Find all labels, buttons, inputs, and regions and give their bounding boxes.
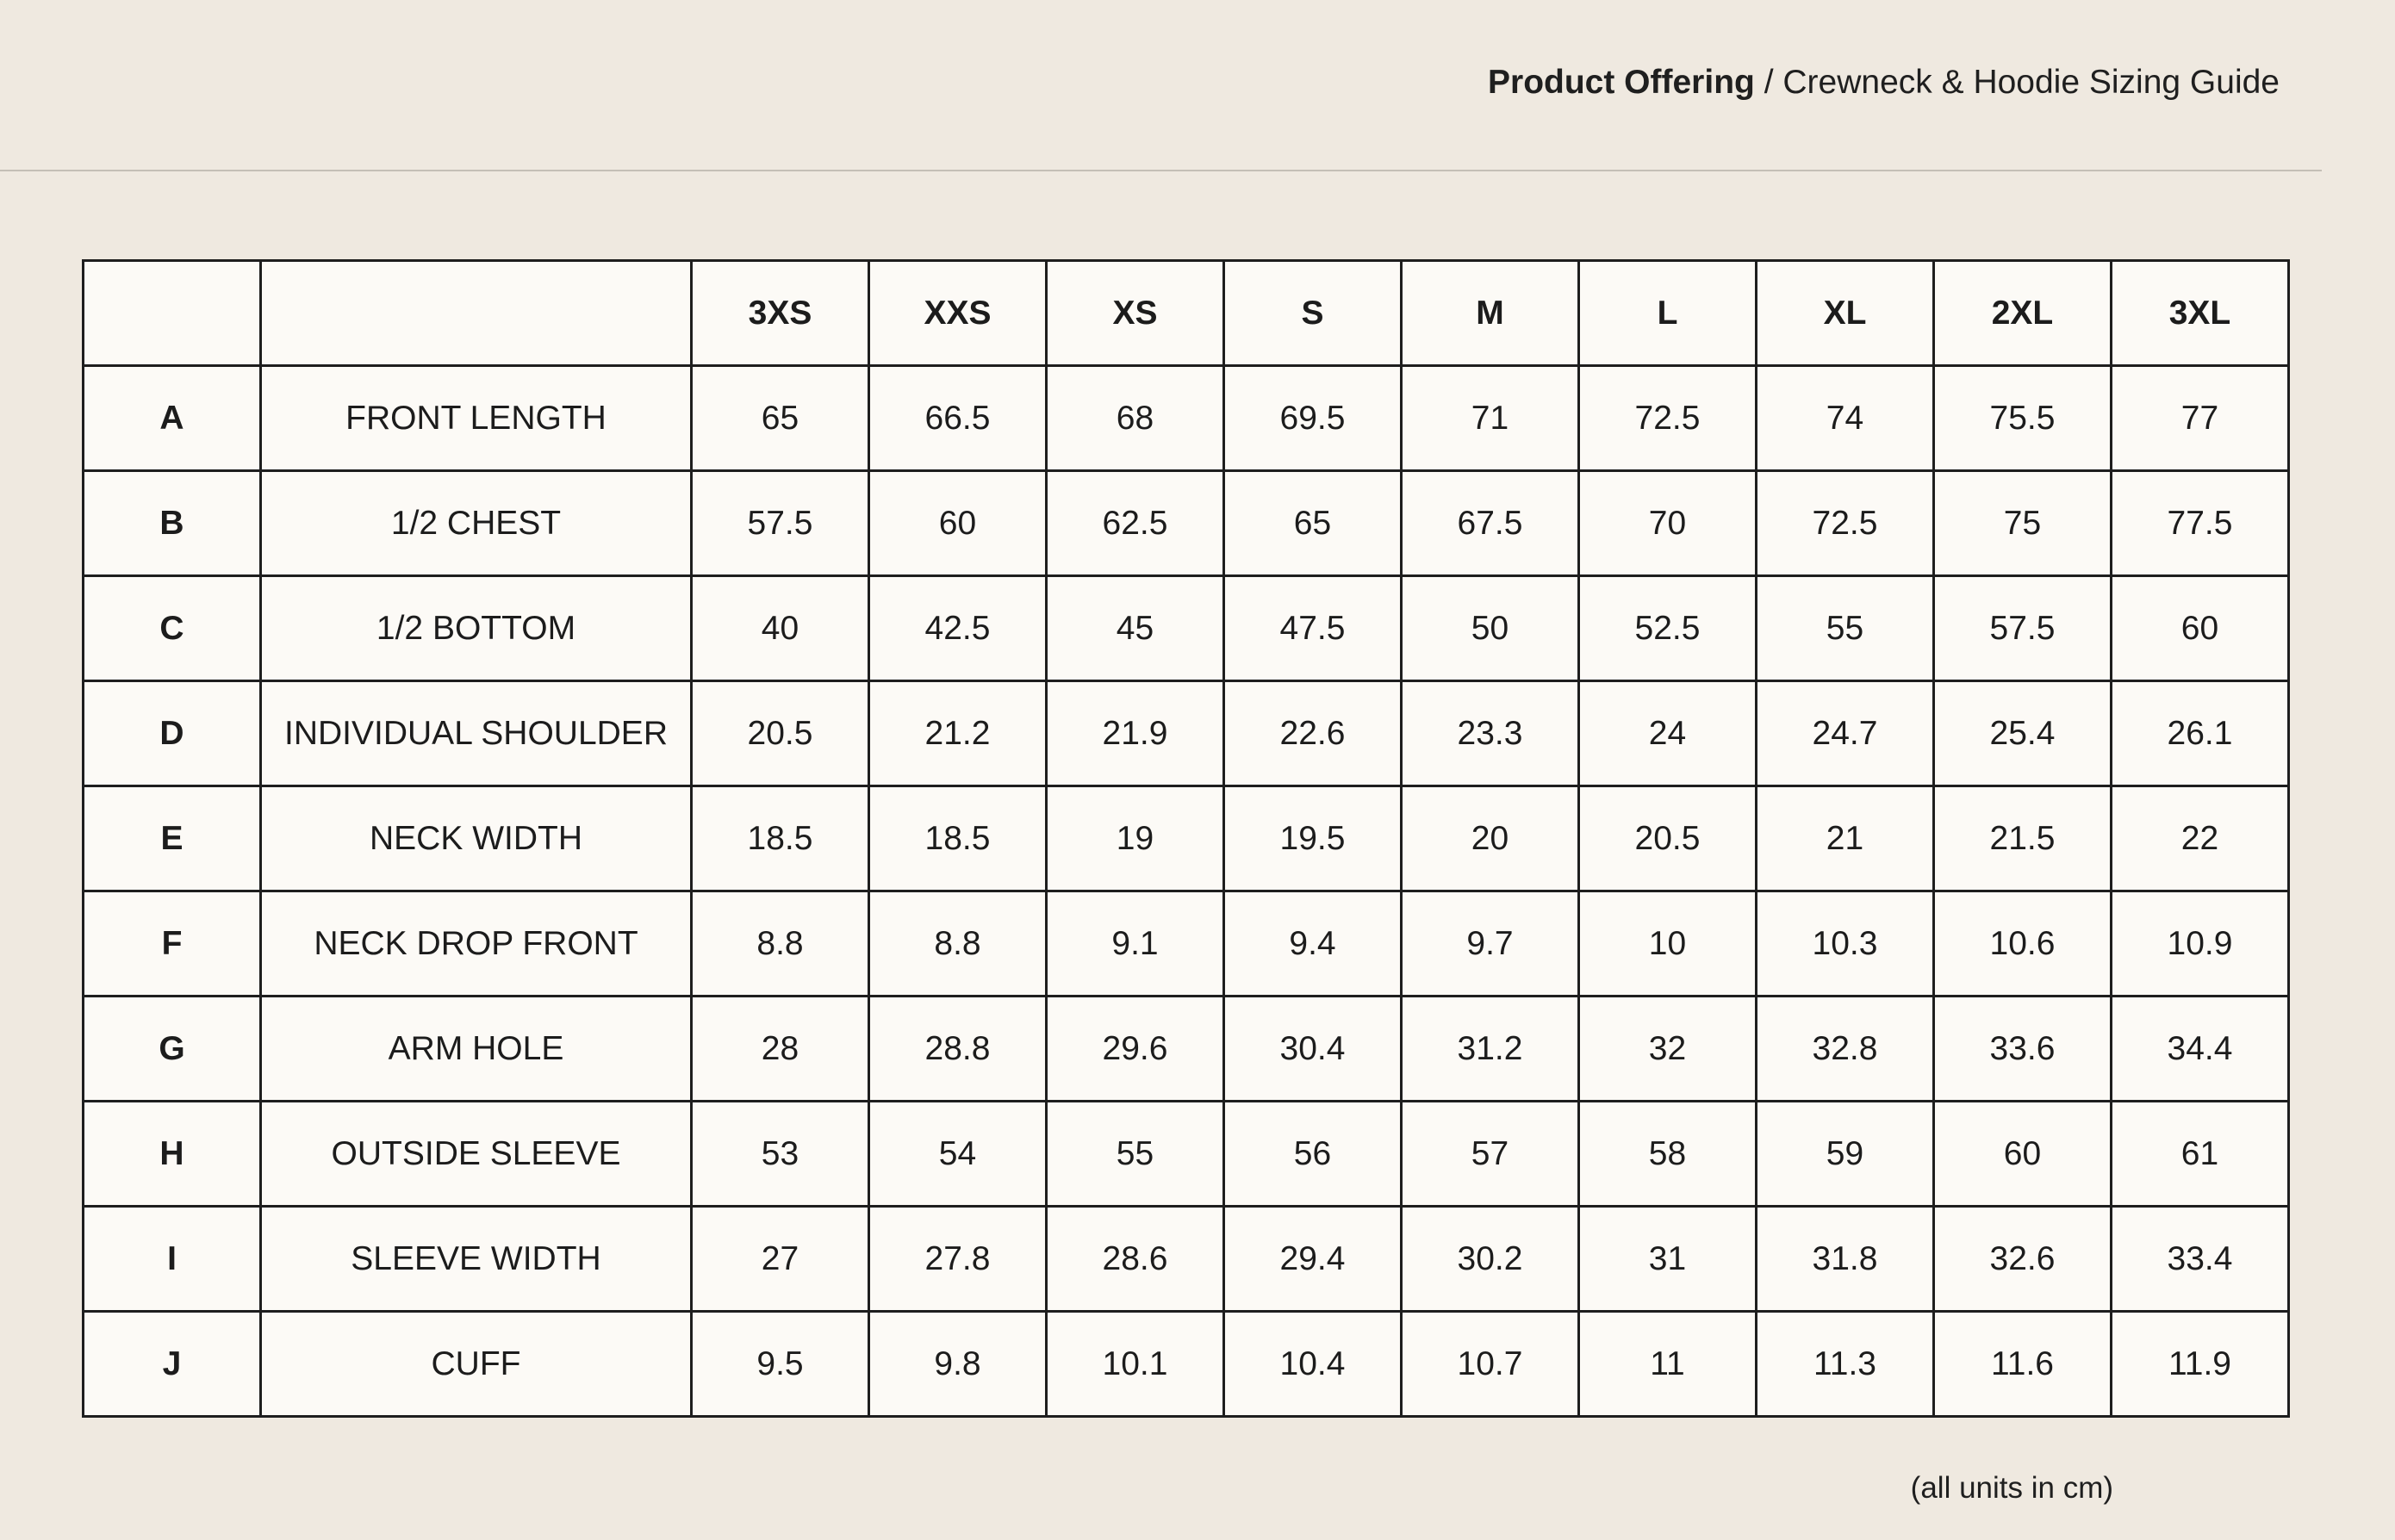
- measurement-value: 21.9: [1047, 681, 1224, 786]
- measurement-value: 10.6: [1934, 891, 2112, 997]
- measurement-code: F: [84, 891, 261, 997]
- header-divider: [0, 170, 2322, 171]
- measurement-name: 1/2 CHEST: [261, 471, 692, 576]
- measurement-value: 26.1: [2112, 681, 2289, 786]
- page-header: [1488, 62, 2280, 103]
- measurement-value: 11: [1579, 1312, 1757, 1417]
- measurement-value: 75: [1934, 471, 2112, 576]
- measurement-value: 27: [692, 1207, 869, 1312]
- measurement-value: 55: [1047, 1102, 1224, 1207]
- measurement-value: 25.4: [1934, 681, 2112, 786]
- measurement-value: 33.4: [2112, 1207, 2289, 1312]
- measurement-value: 22: [2112, 786, 2289, 891]
- table-row: [84, 786, 2289, 891]
- measurement-value: 10.1: [1047, 1312, 1224, 1417]
- measurement-value: 9.8: [869, 1312, 1047, 1417]
- measurement-value: 65: [692, 366, 869, 471]
- table-row: [84, 1312, 2289, 1417]
- measurement-value: 11.9: [2112, 1312, 2289, 1417]
- measurement-value: 47.5: [1224, 576, 1402, 681]
- measurement-value: 24: [1579, 681, 1757, 786]
- measurement-value: 52.5: [1579, 576, 1757, 681]
- measurement-value: 68: [1047, 366, 1224, 471]
- measurement-value: 28: [692, 997, 869, 1102]
- measurement-value: 57: [1402, 1102, 1579, 1207]
- measurement-value: 10.3: [1757, 891, 1934, 997]
- measurement-name: FRONT LENGTH: [261, 366, 692, 471]
- measurement-value: 59: [1757, 1102, 1934, 1207]
- measurement-code: I: [84, 1207, 261, 1312]
- measurement-value: 11.3: [1757, 1312, 1934, 1417]
- measurement-value: 10.7: [1402, 1312, 1579, 1417]
- measurement-value: 66.5: [869, 366, 1047, 471]
- measurement-value: 8.8: [692, 891, 869, 997]
- measurement-value: 56: [1224, 1102, 1402, 1207]
- measurement-value: 34.4: [2112, 997, 2289, 1102]
- measurement-value: 72.5: [1757, 471, 1934, 576]
- measurement-value: 50: [1402, 576, 1579, 681]
- measurement-name: OUTSIDE SLEEVE: [261, 1102, 692, 1207]
- header-separator: /: [1754, 64, 1783, 101]
- measurement-value: 19.5: [1224, 786, 1402, 891]
- page-title: Crewneck & Hoodie Sizing Guide: [1782, 64, 2280, 101]
- measurement-value: 60: [869, 471, 1047, 576]
- measurement-value: 20: [1402, 786, 1579, 891]
- measurement-code: B: [84, 471, 261, 576]
- measurement-value: 21.5: [1934, 786, 2112, 891]
- measurement-value: 57.5: [692, 471, 869, 576]
- size-header: M: [1402, 261, 1579, 366]
- measurement-value: 28.8: [869, 997, 1047, 1102]
- size-header: 3XS: [692, 261, 869, 366]
- table-header-row: [84, 261, 2289, 366]
- measurement-code: D: [84, 681, 261, 786]
- measurement-value: 21.2: [869, 681, 1047, 786]
- measurement-value: 18.5: [869, 786, 1047, 891]
- measurement-value: 29.4: [1224, 1207, 1402, 1312]
- measurement-value: 55: [1757, 576, 1934, 681]
- measurement-code: E: [84, 786, 261, 891]
- measurement-value: 60: [1934, 1102, 2112, 1207]
- measurement-name: ARM HOLE: [261, 997, 692, 1102]
- table-row: [84, 1207, 2289, 1312]
- table-row: [84, 471, 2289, 576]
- table-row: [84, 997, 2289, 1102]
- measurement-value: 74: [1757, 366, 1934, 471]
- table-row: [84, 1102, 2289, 1207]
- measurement-value: 57.5: [1934, 576, 2112, 681]
- measurement-code: A: [84, 366, 261, 471]
- measurement-value: 71: [1402, 366, 1579, 471]
- measurement-value: 27.8: [869, 1207, 1047, 1312]
- measurement-value: 30.4: [1224, 997, 1402, 1102]
- measurement-value: 75.5: [1934, 366, 2112, 471]
- measurement-value: 77.5: [2112, 471, 2289, 576]
- size-header: 2XL: [1934, 261, 2112, 366]
- measurement-value: 31.8: [1757, 1207, 1934, 1312]
- size-header: L: [1579, 261, 1757, 366]
- measurement-value: 28.6: [1047, 1207, 1224, 1312]
- measurement-value: 32: [1579, 997, 1757, 1102]
- measurement-value: 29.6: [1047, 997, 1224, 1102]
- measurement-value: 32.8: [1757, 997, 1934, 1102]
- measurement-value: 8.8: [869, 891, 1047, 997]
- measurement-value: 77: [2112, 366, 2289, 471]
- measurement-value: 20.5: [1579, 786, 1757, 891]
- measurement-name: CUFF: [261, 1312, 692, 1417]
- measurement-value: 60: [2112, 576, 2289, 681]
- measurement-code: J: [84, 1312, 261, 1417]
- table-row: [84, 366, 2289, 471]
- measurement-value: 20.5: [692, 681, 869, 786]
- measurement-value: 9.4: [1224, 891, 1402, 997]
- measurement-name: NECK DROP FRONT: [261, 891, 692, 997]
- measurement-value: 31.2: [1402, 997, 1579, 1102]
- measurement-value: 10.9: [2112, 891, 2289, 997]
- measurement-value: 42.5: [869, 576, 1047, 681]
- measurement-name: INDIVIDUAL SHOULDER: [261, 681, 692, 786]
- measurement-value: 65: [1224, 471, 1402, 576]
- measurement-value: 9.5: [692, 1312, 869, 1417]
- measurement-name: NECK WIDTH: [261, 786, 692, 891]
- measurement-value: 58: [1579, 1102, 1757, 1207]
- measurement-code: G: [84, 997, 261, 1102]
- measurement-value: 22.6: [1224, 681, 1402, 786]
- measurement-value: 33.6: [1934, 997, 2112, 1102]
- measurement-value: 21: [1757, 786, 1934, 891]
- measurement-value: 54: [869, 1102, 1047, 1207]
- size-header: S: [1224, 261, 1402, 366]
- measurement-name: 1/2 BOTTOM: [261, 576, 692, 681]
- measurement-value: 72.5: [1579, 366, 1757, 471]
- size-header: 3XL: [2112, 261, 2289, 366]
- size-header: XXS: [869, 261, 1047, 366]
- measurement-value: 32.6: [1934, 1207, 2112, 1312]
- measurement-value: 69.5: [1224, 366, 1402, 471]
- measurement-value: 11.6: [1934, 1312, 2112, 1417]
- table-row: [84, 891, 2289, 997]
- measurement-value: 53: [692, 1102, 869, 1207]
- header-section: Product Offering: [1488, 64, 1755, 101]
- measurement-value: 61: [2112, 1102, 2289, 1207]
- measurement-code: H: [84, 1102, 261, 1207]
- measurement-name: SLEEVE WIDTH: [261, 1207, 692, 1312]
- measurement-value: 67.5: [1402, 471, 1579, 576]
- measurement-value: 10.4: [1224, 1312, 1402, 1417]
- measurement-code: C: [84, 576, 261, 681]
- measurement-value: 30.2: [1402, 1207, 1579, 1312]
- measurement-value: 18.5: [692, 786, 869, 891]
- table-row: [84, 576, 2289, 681]
- header-cell-empty: [84, 261, 261, 366]
- header-cell-empty: [261, 261, 692, 366]
- sizing-table: [82, 259, 2290, 1418]
- measurement-value: 9.7: [1402, 891, 1579, 997]
- units-footnote: (all units in cm): [1910, 1471, 2113, 1505]
- measurement-value: 70: [1579, 471, 1757, 576]
- size-header: XL: [1757, 261, 1934, 366]
- measurement-value: 40: [692, 576, 869, 681]
- table-row: [84, 681, 2289, 786]
- measurement-value: 9.1: [1047, 891, 1224, 997]
- size-header: XS: [1047, 261, 1224, 366]
- measurement-value: 23.3: [1402, 681, 1579, 786]
- measurement-value: 45: [1047, 576, 1224, 681]
- measurement-value: 31: [1579, 1207, 1757, 1312]
- measurement-value: 19: [1047, 786, 1224, 891]
- measurement-value: 62.5: [1047, 471, 1224, 576]
- measurement-value: 10: [1579, 891, 1757, 997]
- measurement-value: 24.7: [1757, 681, 1934, 786]
